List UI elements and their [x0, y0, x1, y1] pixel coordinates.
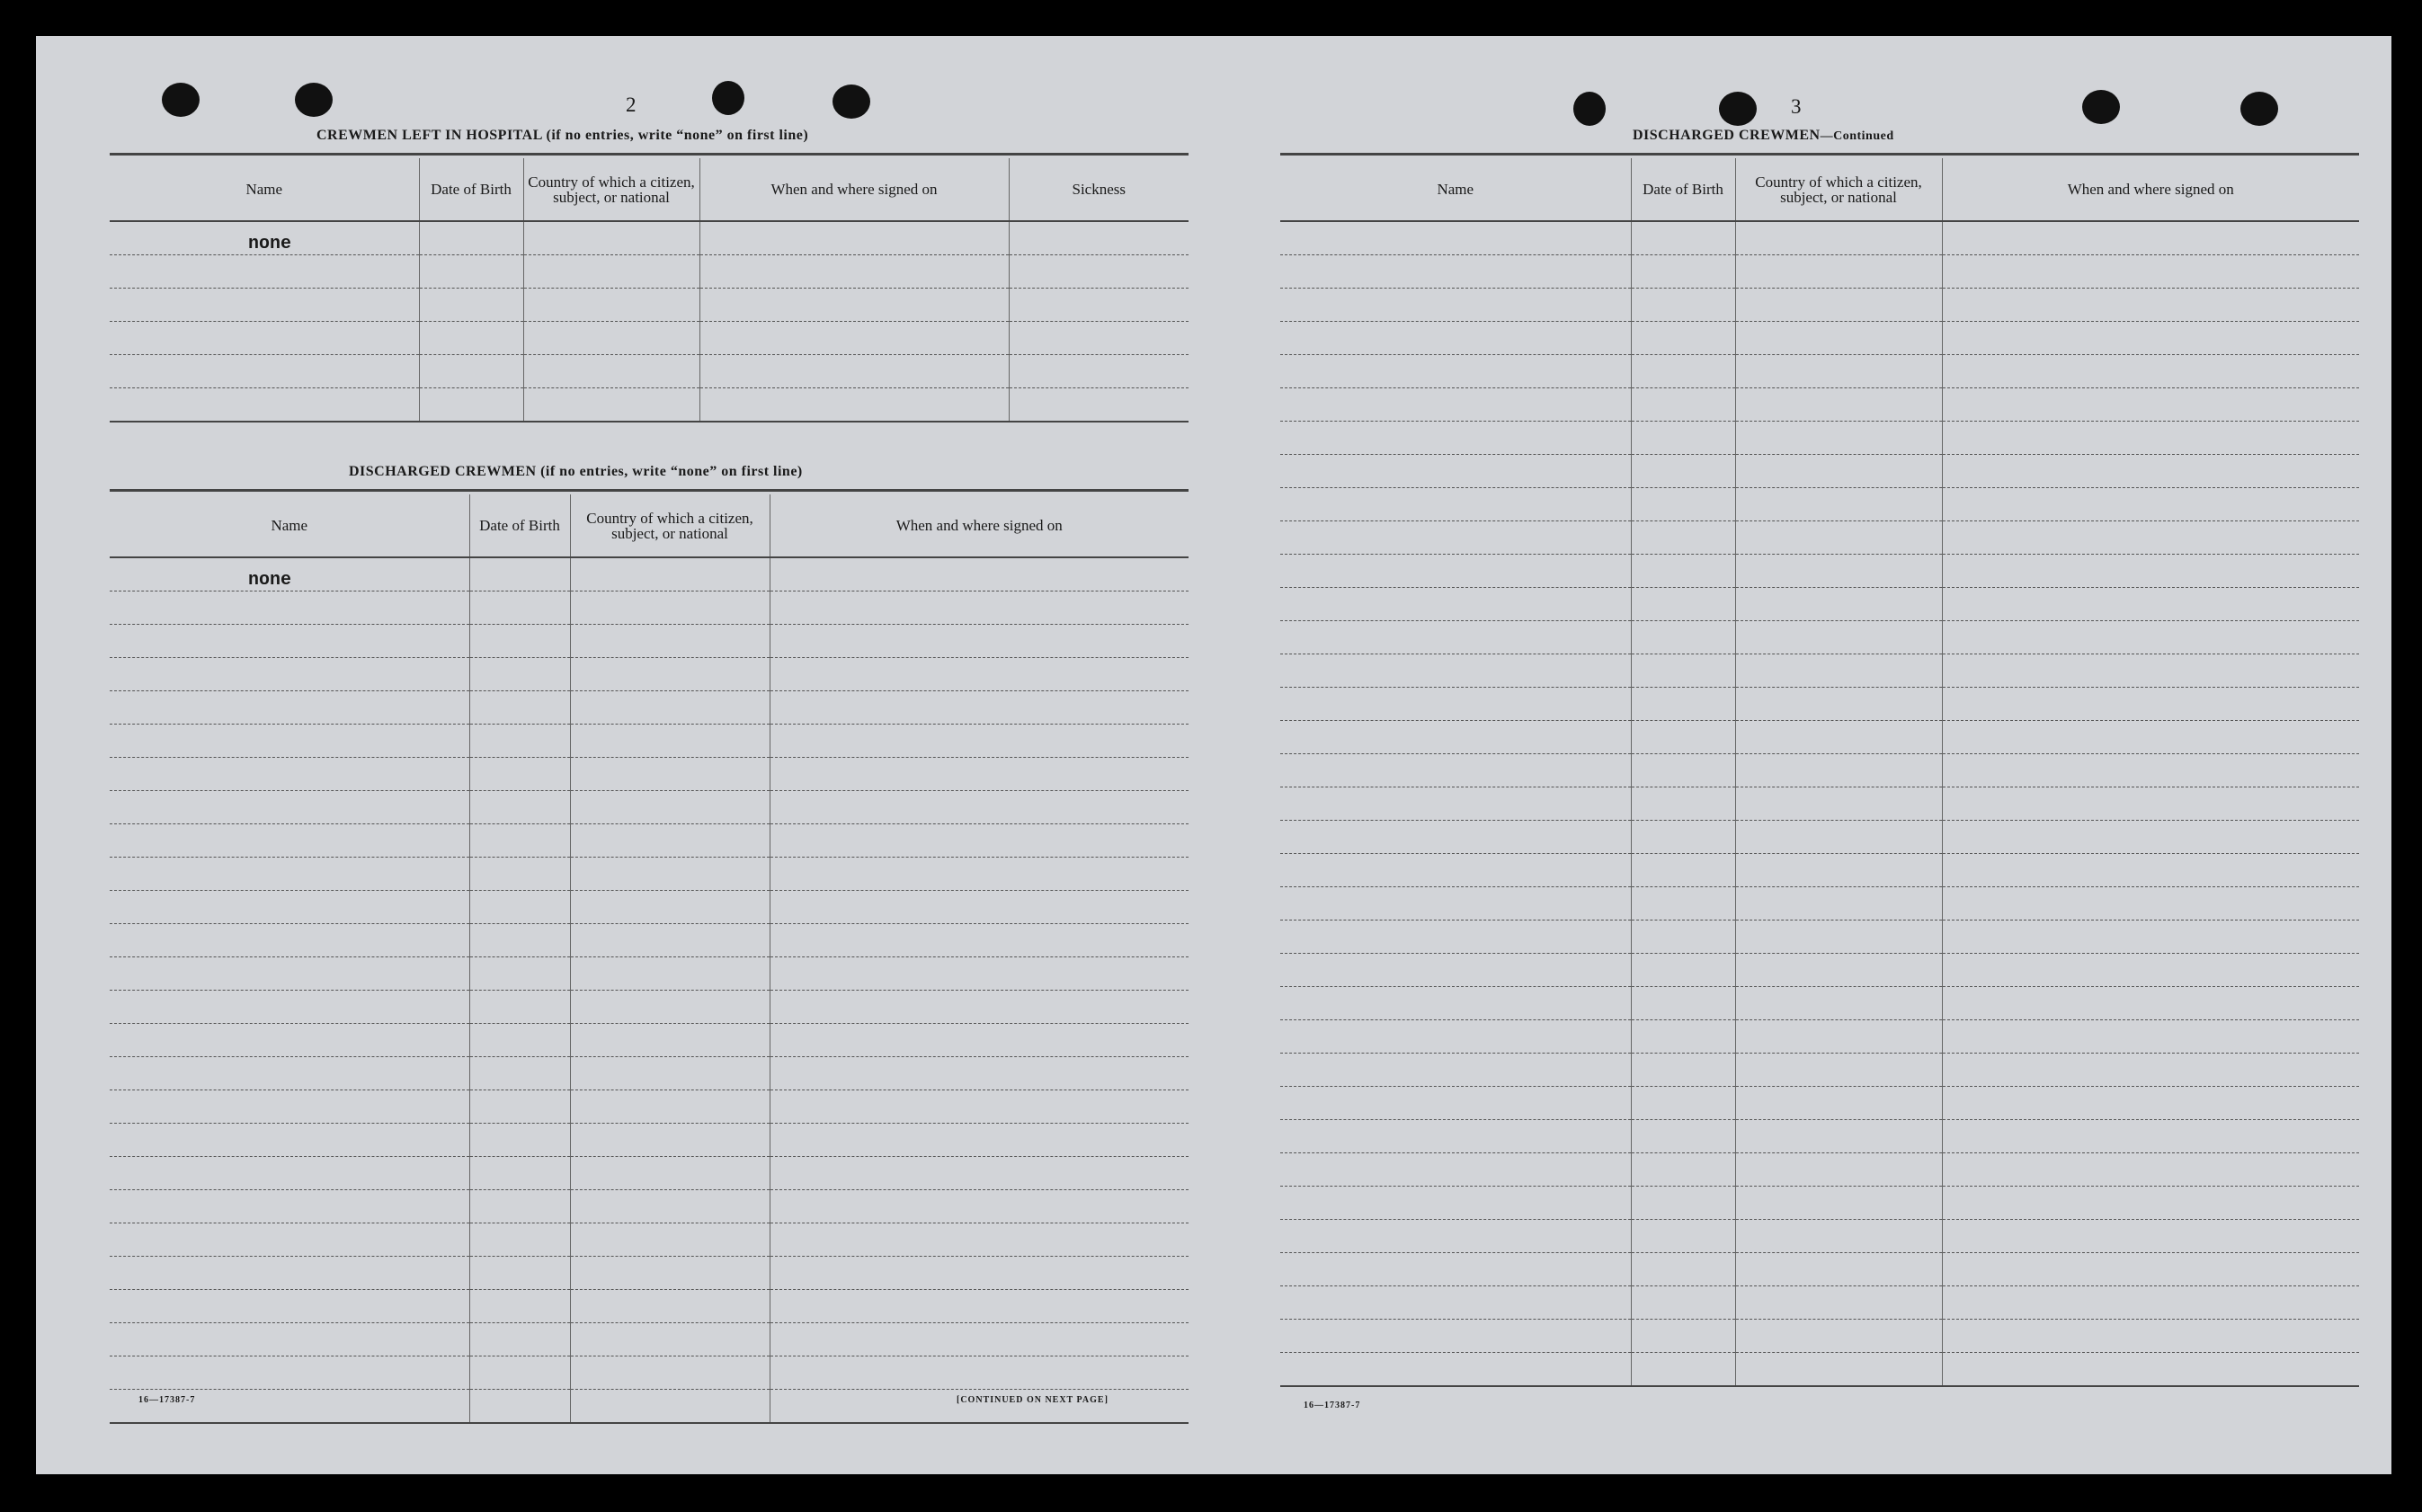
col-header-sickness: Sickness: [1009, 158, 1189, 221]
table-row: [110, 625, 1189, 658]
table-row: [1280, 488, 2359, 521]
punch-hole: [712, 81, 744, 115]
table-row: [1280, 1087, 2359, 1120]
discharged-section-title: [349, 464, 803, 480]
table-row: [110, 1124, 1189, 1157]
table-row: [1280, 555, 2359, 588]
hospital-top-rule: [110, 153, 1189, 156]
table-row: [1280, 388, 2359, 422]
table-row: [1280, 588, 2359, 621]
table-row: [1280, 1253, 2359, 1286]
discharged-subtitle-text: (if no entries, write “none” on first line): [540, 464, 803, 479]
table-row: [1280, 355, 2359, 388]
col-header-name: Name: [110, 158, 419, 221]
col-header-country: Country of which a citizen, subject, or national: [523, 158, 699, 221]
discharged-continued-table: [1280, 158, 2359, 1387]
table-row: [1280, 954, 2359, 987]
form-number-right: 16—17387-7: [1304, 1401, 1361, 1410]
table-row: [110, 658, 1189, 691]
table-row: [110, 691, 1189, 725]
table-row: [110, 1057, 1189, 1090]
right-top-rule: [1280, 153, 2359, 156]
punch-hole: [1719, 92, 1757, 126]
col-header-date-of-birth: Date of Birth: [419, 158, 523, 221]
discharged-title-text: DISCHARGED CREWMEN: [349, 464, 537, 479]
discharged-table: [110, 494, 1189, 1424]
table-row: [1280, 688, 2359, 721]
table-row: [110, 824, 1189, 858]
col-header-name: Name: [1280, 158, 1631, 221]
col-header-country: Country of which a citizen, subject, or national: [570, 494, 770, 557]
table-row: [110, 791, 1189, 824]
table-row: [1280, 1187, 2359, 1220]
table-row: [110, 591, 1189, 625]
table-row: [1280, 221, 2359, 255]
typed-none: none: [248, 234, 292, 254]
form-number-left: 16—17387-7: [138, 1395, 196, 1405]
table-row: [1280, 1054, 2359, 1087]
table-row: [1280, 422, 2359, 455]
table-row: [110, 255, 1189, 289]
table-row: [1280, 654, 2359, 688]
col-header-date-of-birth: Date of Birth: [1631, 158, 1735, 221]
table-row: [1280, 1020, 2359, 1054]
table-row: [1280, 1320, 2359, 1353]
table-row: [110, 388, 1189, 422]
table-row: [110, 557, 1189, 591]
document-sheet: [36, 36, 2391, 1474]
table-row: [1280, 854, 2359, 887]
hospital-title-text: CREWMEN LEFT IN HOSPITAL: [316, 128, 543, 143]
punch-hole: [162, 83, 200, 117]
table-row: [1280, 455, 2359, 488]
hospital-subtitle-text: (if no entries, write “none” on first line): [546, 128, 809, 143]
table-row: [1280, 921, 2359, 954]
punch-hole: [2240, 92, 2278, 126]
table-row: [1280, 289, 2359, 322]
table-row: [1280, 754, 2359, 787]
table-row: [1280, 521, 2359, 555]
table-row: [1280, 621, 2359, 654]
col-header-signed-on: When and where signed on: [770, 494, 1189, 557]
table-row: [110, 891, 1189, 924]
table-row: [110, 1223, 1189, 1257]
punch-hole: [1573, 92, 1606, 126]
table-row: [110, 289, 1189, 322]
table-row: [1280, 1153, 2359, 1187]
hospital-first-entry: [110, 221, 419, 255]
table-row: [110, 1090, 1189, 1124]
page-number-left: 2: [626, 93, 637, 116]
punch-hole: [295, 83, 333, 117]
col-header-country: Country of which a citizen, subject, or national: [1735, 158, 1942, 221]
table-row: [110, 1356, 1189, 1390]
table-row: [110, 355, 1189, 388]
table-row: [1280, 787, 2359, 821]
table-row: [1280, 821, 2359, 854]
col-header-name: Name: [110, 494, 469, 557]
discharged-first-entry: [110, 557, 469, 591]
table-row: [110, 1257, 1189, 1290]
table-row: [1280, 1353, 2359, 1387]
col-header-signed-on: When and where signed on: [1942, 158, 2359, 221]
discharged-continued-title: [1633, 128, 1894, 144]
table-row: [1280, 987, 2359, 1020]
table-row: [110, 1024, 1189, 1057]
typed-none: none: [248, 570, 292, 591]
table-row: [110, 858, 1189, 891]
continued-note: [CONTINUED ON NEXT PAGE]: [957, 1395, 1109, 1405]
punch-hole: [2082, 90, 2120, 124]
discharged-top-rule: [110, 489, 1189, 492]
continued-suffix-text: —Continued: [1820, 129, 1894, 143]
discharged-continued-title-text: DISCHARGED CREWMEN: [1633, 128, 1821, 143]
table-row: [110, 221, 1189, 255]
table-row: [1280, 1220, 2359, 1253]
table-row: [110, 1157, 1189, 1190]
col-header-date-of-birth: Date of Birth: [469, 494, 570, 557]
table-row: [110, 1290, 1189, 1323]
table-row: [110, 991, 1189, 1024]
table-row: [110, 725, 1189, 758]
page-number-right: 3: [1791, 95, 1802, 118]
hospital-section-title: [316, 128, 808, 144]
table-row: [110, 1190, 1189, 1223]
table-row: [1280, 887, 2359, 921]
table-row: [110, 1323, 1189, 1356]
table-row: [1280, 721, 2359, 754]
col-header-signed-on: When and where signed on: [699, 158, 1009, 221]
punch-hole: [833, 84, 870, 119]
table-row: [1280, 255, 2359, 289]
table-row: [110, 924, 1189, 957]
table-row: [110, 957, 1189, 991]
table-row: [1280, 1286, 2359, 1320]
table-row: [1280, 1120, 2359, 1153]
table-row: [110, 322, 1189, 355]
table-row: [1280, 322, 2359, 355]
table-row: [110, 758, 1189, 791]
hospital-table: [110, 158, 1189, 422]
